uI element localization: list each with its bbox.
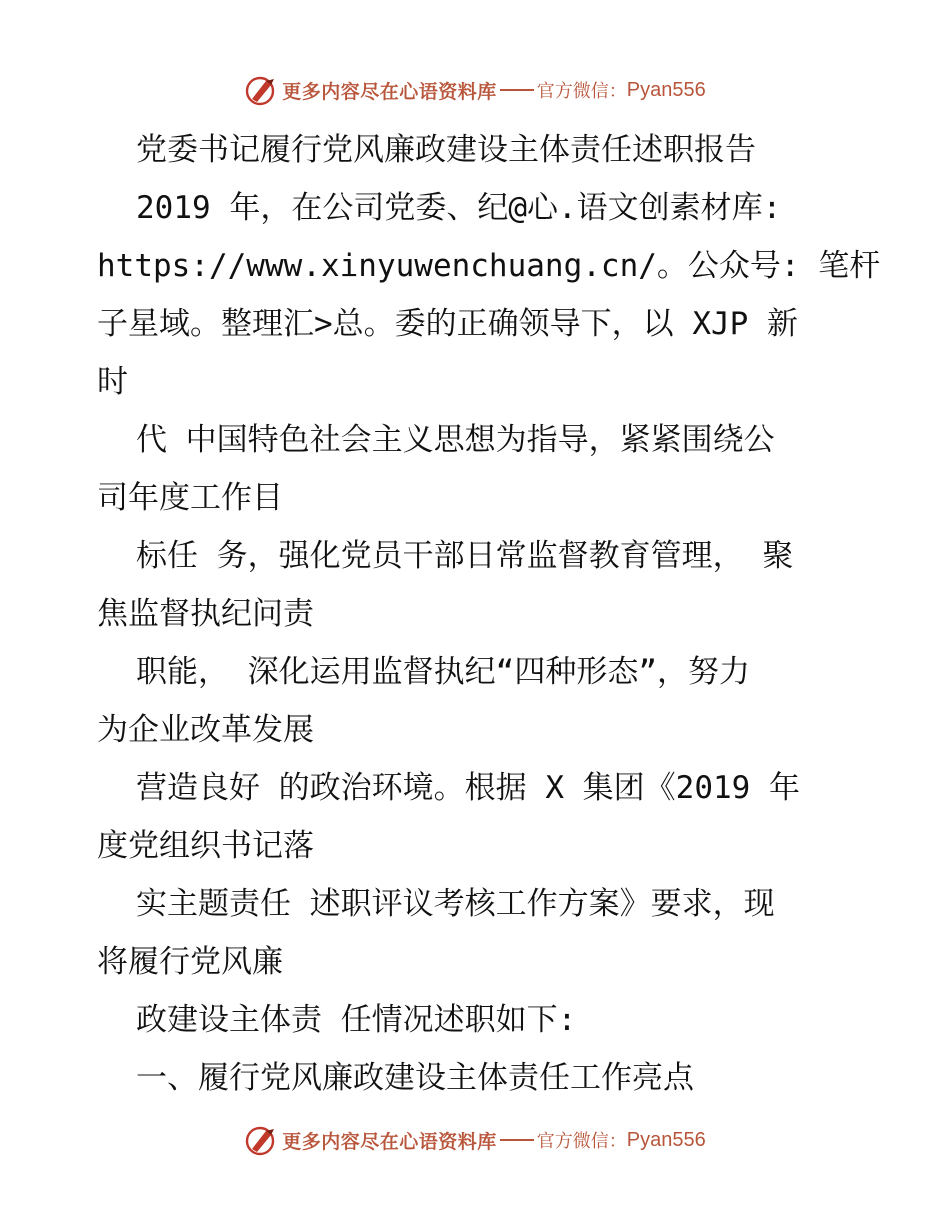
banner-official: 官方微信： (536, 1131, 627, 1152)
document-body (97, 121, 881, 1107)
text-line: 政建设主体责 任情况述职如下: (136, 1002, 577, 1038)
banner-handle: Pyan556 (626, 1128, 706, 1151)
text-line: 实主题责任 述职评议考核工作方案》要求，现 (136, 886, 775, 922)
text-line: 代 中国特色社会主义思想为指导，紧紧围绕公 (136, 422, 775, 458)
pen-logo-icon (244, 1123, 278, 1157)
document-title: 党委书记履行党风廉政建设主体责任述职报告 (136, 132, 756, 168)
text-line: 司年度工作目 (97, 480, 283, 516)
text-line: 标任 务，强化党员干部日常监督教育管理， 聚 (136, 538, 794, 574)
footer-watermark-banner (0, 1120, 950, 1160)
text-line: 时 (97, 364, 128, 400)
text-line: 子星域。整理汇>总。委的正确领导下，以 XJP 新 (97, 306, 798, 342)
banner-separator (500, 1139, 534, 1141)
text-line: 焦监督执纪问责 (97, 596, 314, 632)
banner-official: 官方微信： (536, 81, 627, 102)
text-line: 营造良好 的政治环境。根据 X 集团《2019 年 (136, 770, 800, 806)
text-line: 职能， 深化运用监督执纪“四种形态”，努力 (136, 654, 750, 690)
banner-text: 更多内容尽在心语资料库 (282, 1130, 497, 1153)
section-heading: 一、履行党风廉政建设主体责任工作亮点 (136, 1060, 694, 1096)
banner-handle: Pyan556 (626, 78, 706, 101)
banner-separator (500, 89, 534, 91)
banner-text: 更多内容尽在心语资料库 (282, 80, 497, 103)
text-line: 度党组织书记落 (97, 828, 314, 864)
text-line: 为企业改革发展 (97, 712, 314, 748)
pen-logo-icon (244, 73, 278, 107)
header-watermark-banner (0, 70, 950, 110)
text-line: 2019 年，在公司党委、纪@心.语文创素材库: (136, 190, 782, 226)
text-line: 将履行党风廉 (97, 944, 283, 980)
text-line: https://www.xinyuwenchuang.cn/。公众号: 笔杆 (97, 248, 881, 284)
